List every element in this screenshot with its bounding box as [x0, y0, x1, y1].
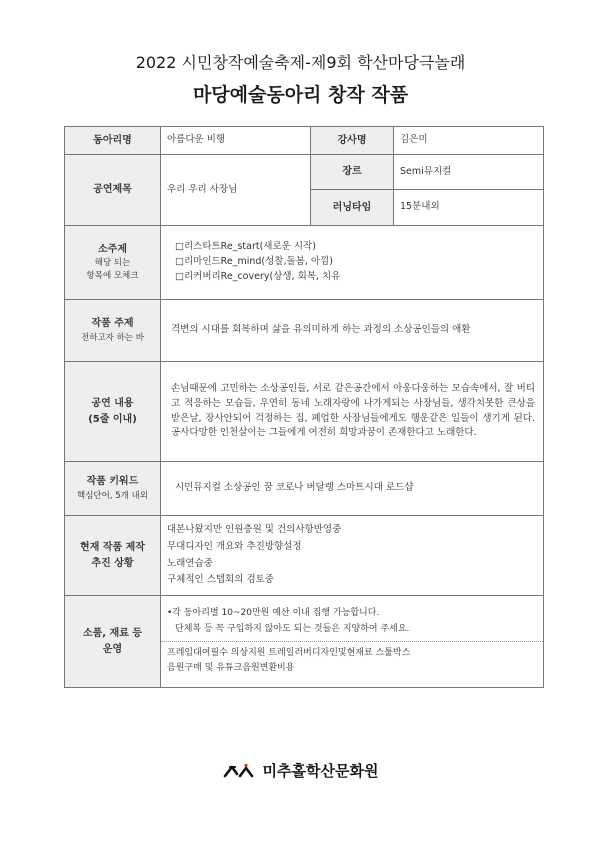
title-genre-row [65, 155, 544, 190]
application-form-table [64, 126, 544, 688]
status-line: 노래연습중 [167, 557, 213, 569]
subtheme-option-remind[interactable]: □리마인드Re_mind(성찰,돌봄, 아낌) [175, 256, 333, 268]
props-line: 프레임대여필수 의상지원 트레일러버디자인및현재료 스툴박스 [167, 648, 411, 658]
props-label: 소품, 재료 등 운영 [65, 596, 161, 688]
genre-label: 장르 [311, 155, 394, 190]
props-divider [161, 641, 543, 642]
content-row [65, 362, 544, 462]
keyword-value: 시민뮤지컬 소상공인 꿈 코로나 버달랭 스마트시대 로드샵 [161, 462, 544, 516]
content-value: 손님때문에 고민하는 소상공인들, 서로 같은공간에서 아웅다웅하는 모습속에서, 잘 버티고 적응하는 모습들, 우연히 동네 노래자랑에 나가게되는 사장님들, 생각치못한 큰상을 받은날, 장사안되어 걱정하는 집, 폐업한 사장님들에게도 행운같은 일들이 생기게 된다. 공사다망한 인천살이는 그들에게 여전히 희망과꿈이 존재한다고 노래한다. [161, 362, 544, 462]
genre-value: Semi뮤지컬 [394, 155, 544, 190]
organization-name: 미추홀학산문화원 [262, 762, 379, 780]
running-time-label: 러닝타임 [311, 190, 394, 226]
instructor-label: 강사명 [311, 127, 394, 155]
running-time-value: 15분내외 [394, 190, 544, 226]
status-row [65, 516, 544, 596]
keyword-label: 작품 키워드 핵심단어, 5개 내외 [65, 462, 161, 516]
subtheme-row [65, 226, 544, 300]
props-content [161, 596, 544, 688]
props-note: •각 동아리별 10~20만원 예산 이내 집행 가능합니다. [167, 608, 380, 619]
subtheme-option-recovery[interactable]: □리커버리Re_covery(상생, 회복, 치유 [175, 270, 341, 282]
club-row [65, 127, 544, 155]
performance-title-value: 우리 우리 사장님 [161, 155, 311, 226]
status-line: 무대디자인 개요와 추진방향설정 [167, 540, 302, 552]
theme-label: 작품 주제 전하고자 하는 바 [65, 300, 161, 362]
subtheme-label: 소주제 해당 되는 항목에 모체크 [65, 226, 161, 300]
organization-logo-icon [223, 763, 259, 779]
subtheme-option-restart[interactable]: □리스타트Re_start(새로운 시작) [175, 241, 316, 253]
props-note: 단체복 등 꼭 구입하지 않아도 되는 것들은 지양하여 주세요. [175, 623, 410, 634]
status-line: 대본나왔지만 인원충원 및 건의사항반영중 [167, 524, 342, 536]
props-line: 음원구매 및 유튜크음원변환비용 [167, 663, 295, 674]
status-line: 구체적인 스텝회의 검토중 [167, 574, 274, 586]
theme-row [65, 300, 544, 362]
keyword-row [65, 462, 544, 516]
performance-title-label: 공연제목 [65, 155, 161, 226]
status-lines [161, 516, 544, 596]
content-label: 공연 내용 (5줄 이내) [65, 362, 161, 462]
club-name-value: 아름다운 비행 [161, 127, 311, 155]
theme-value: 격변의 시대를 회복하며 삶을 유의미하게 하는 과정의 소상공인들의 애환 [161, 300, 544, 362]
status-label: 현재 작품 제작 추진 상황 [65, 516, 161, 596]
club-name-label: 동아리명 [65, 127, 161, 155]
props-row [65, 596, 544, 688]
festival-title: 2022 시민창작예술축제-제9회 학산마당극놀래 [135, 53, 466, 72]
instructor-value: 김은미 [394, 127, 544, 155]
form-subtitle: 마당예술동아리 창작 작품 [192, 84, 409, 106]
organization-logo [223, 760, 379, 781]
subtheme-options [161, 226, 544, 300]
footer [0, 760, 601, 783]
